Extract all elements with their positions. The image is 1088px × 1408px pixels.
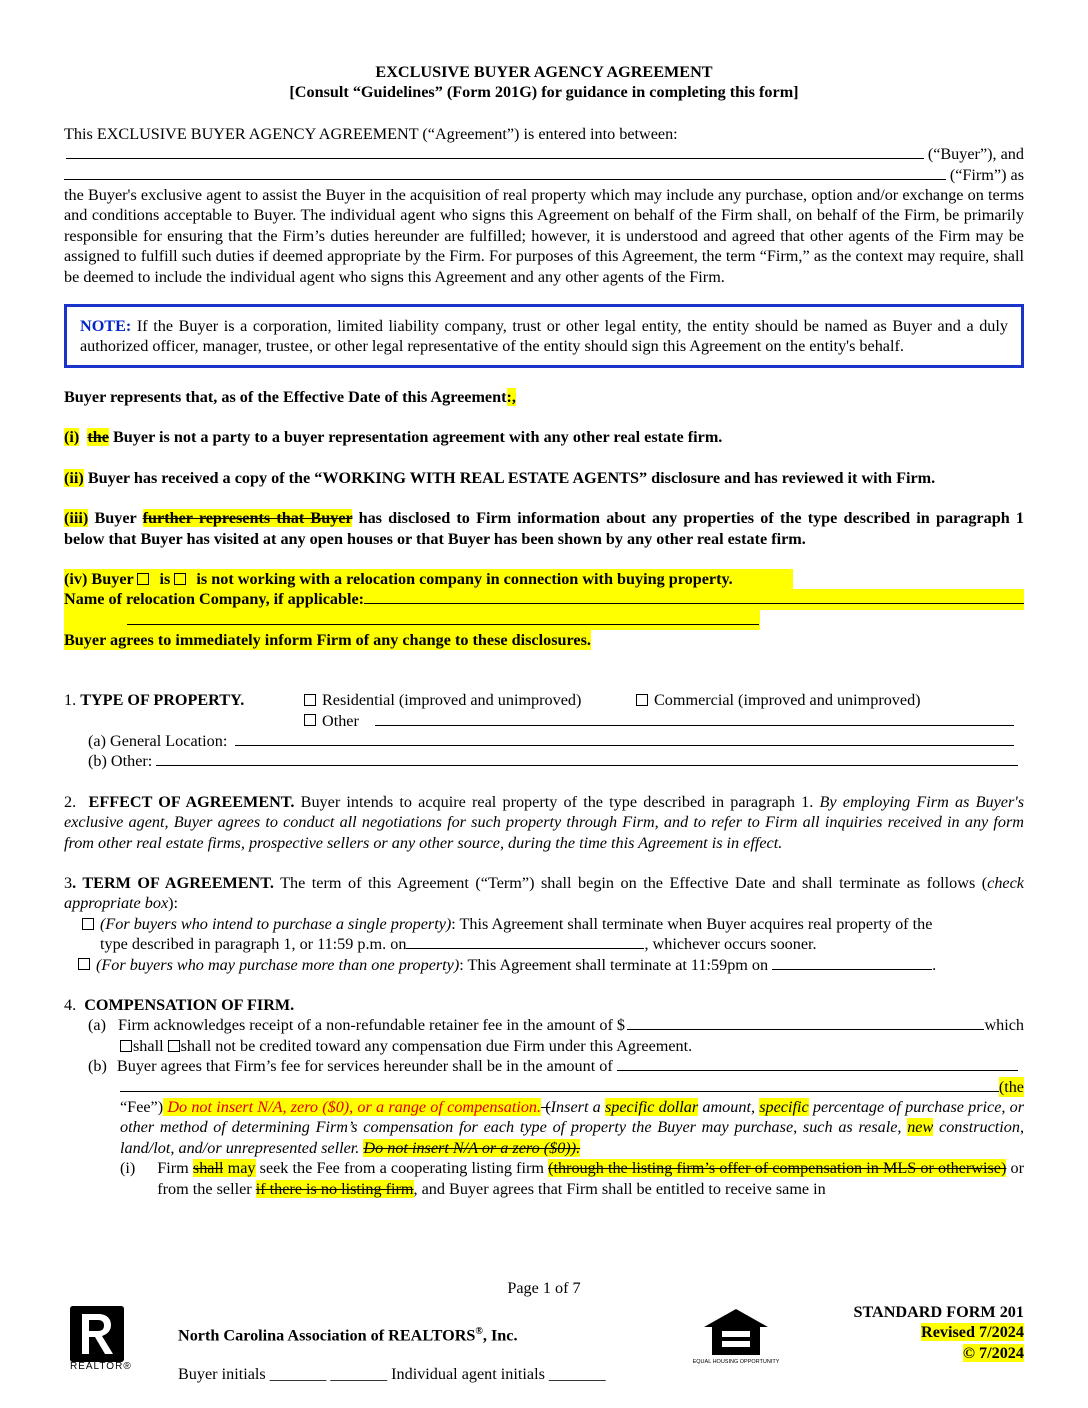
item-b-i-firm: Firm: [157, 1159, 193, 1178]
item-iv-text: is not working with a relocation company in connection with buying property.: [192, 569, 733, 588]
other-option-row: [64, 711, 1024, 731]
form-revised: Revised 7/2024: [921, 1323, 1024, 1342]
item-iii-text: has disclosed to Firm information about any properties of the type described in paragraph 1 below that Buyer has visited at any open houses or that Buyer has been shown by any other real estate firm.: [64, 509, 1024, 548]
fee-warning: Do not insert N/A, zero ($0), or a range of compensation.: [163, 1098, 542, 1117]
compensation-a: [64, 1015, 1024, 1035]
note-box: [64, 304, 1024, 368]
compensation-b: [64, 1056, 1024, 1076]
item-iii-pre: Buyer: [88, 509, 143, 528]
form-copyright: © 7/2024: [962, 1343, 1024, 1362]
firm-name-blank[interactable]: [64, 165, 946, 180]
represents-i: [64, 427, 1024, 447]
general-location-row: [64, 731, 1024, 751]
note-label: NOTE:: [80, 317, 132, 336]
item-i-number: (i): [64, 428, 80, 447]
compensation-b-label: (b): [88, 1057, 107, 1076]
other-location-blank[interactable]: [156, 751, 1018, 766]
item-b-i-label: (i): [120, 1159, 136, 1178]
item-b-i-end: , and Buyer agrees that Firm shall be entitled to receive same in: [413, 1179, 826, 1198]
form-number: STANDARD FORM 201: [853, 1303, 1024, 1321]
compensation-b-i: [64, 1158, 1024, 1199]
association-text: North Carolina Association of REALTORS: [178, 1326, 476, 1345]
residential-option[interactable]: [304, 690, 581, 710]
term-option-2: [64, 955, 1024, 975]
fee-tail: , and/or unrepresented seller.: [170, 1138, 364, 1157]
commercial-checkbox[interactable]: [636, 694, 648, 706]
section-3-title: . TERM OF AGREEMENT.: [72, 873, 274, 892]
section-3-text-end: ):: [168, 894, 179, 913]
section-3: [64, 873, 1024, 914]
section-2: [64, 792, 1024, 853]
realtor-wordmark: REALTOR: [70, 1361, 124, 1372]
relocation-row2: [64, 610, 760, 630]
item-i-strike: the: [87, 428, 109, 447]
compensation-a-line2: [64, 1036, 1024, 1056]
item-b-i-seek: seek the Fee from a cooperating listing firm: [255, 1159, 549, 1178]
association-inc: , Inc.: [482, 1326, 518, 1345]
fee-mid: construction, land/lot: [120, 1118, 1024, 1157]
other-location-row: [64, 751, 1024, 771]
term-option-1: [64, 914, 1024, 934]
commercial-option[interactable]: [636, 690, 921, 710]
item-b-i-shall: shall: [192, 1159, 224, 1178]
other-blank[interactable]: [375, 711, 1014, 726]
note-text: If the Buyer is a corporation, limited liability company, trust or other legal entity, the entity should be named as Buyer and a duly authorized officer, manager, trustee, or other legal representative of the entity should sign this Agreement on the entity's behalf.: [80, 317, 1008, 356]
firm-name-row: [64, 165, 1024, 185]
shall-not-label: shall not be credited toward any compensation due Firm under this Agreement.: [180, 1036, 693, 1055]
document-title: EXCLUSIVE BUYER AGENCY AGREEMENT: [375, 63, 713, 81]
section-1-title: TYPE OF PROPERTY.: [80, 691, 245, 710]
fee-specific: specific: [759, 1098, 809, 1117]
item-iv-lead: (iv) Buyer: [64, 569, 138, 588]
fee-insert: Insert a: [550, 1098, 605, 1117]
shall-checkbox[interactable]: [120, 1040, 132, 1052]
multi-property-date-blank[interactable]: [772, 955, 932, 970]
is-checkbox[interactable]: [137, 573, 149, 585]
section-4-number: 4.: [64, 996, 77, 1014]
single-property-tail: , whichever occurs sooner.: [644, 935, 817, 954]
section-4-heading: [64, 995, 1024, 1015]
relocation-blank[interactable]: [364, 589, 1024, 604]
section-3-check: check appropriate box: [64, 873, 1024, 913]
item-ii-text: Buyer has received a copy of the “WORKING WITH REAL ESTATE AGENTS” disclosure and has reviewed it with Firm.: [83, 468, 936, 487]
represents-ii: [64, 468, 1024, 488]
item-b-i-strike1: (through the listing firm’s offer of compensation in MLS or otherwise): [548, 1159, 1007, 1178]
section-2-italic: By employing Firm as Buyer's exclusive agent, Buyer agrees to conduct all negotiations for such property through Firm, and to refer to Firm all inquiries received in any form from other real estate firms, prospective sellers or any other source, during the time this Agreement is in effect.: [64, 792, 1024, 852]
term-option-1-line2: [64, 934, 1024, 954]
item-b-i-mid: or from the seller: [157, 1159, 1024, 1198]
shall-not-checkbox[interactable]: [168, 1040, 180, 1052]
represents-iv: [64, 569, 793, 589]
form-info: [853, 1302, 1024, 1363]
fee-blank-2[interactable]: [120, 1077, 999, 1092]
fee-strike-paren: (: [541, 1098, 551, 1117]
multi-property-checkbox[interactable]: [78, 958, 90, 970]
footer: [0, 1278, 1088, 1298]
page-number: Page 1 of 7: [507, 1279, 581, 1297]
item-ii-number: (ii): [64, 468, 84, 487]
residential-checkbox[interactable]: [304, 694, 316, 706]
buyer-name-blank[interactable]: [66, 144, 924, 159]
single-property-italic: (For buyers who intend to purchase a single property): [100, 914, 452, 933]
section-2-number: 2.: [64, 792, 77, 811]
buyer-suffix: (“Buyer”), and: [927, 145, 1024, 164]
fee-blank[interactable]: [617, 1056, 1018, 1071]
section-1-number: 1.: [64, 691, 77, 710]
intro-body: the Buyer's exclusive agent to assist the Buyer in the acquisition of real property which may include any purchase, option and/or exchange on terms and conditions acceptable to Buyer. The individual agent who signs this Agreement on behalf of the Firm shall, on behalf of the Firm, be primarily responsible for ensuring that the Firm’s duties hereunder are fulfilled; however, it is understood and agreed that other agents of the Firm may be assigned to fulfill such duties if deemed appropriate by the Firm. For purposes of this Agreement, the term “Firm,” as the context may require, shall be deemed to include the individual agent who signs this Agreement and any other agents of the Firm.: [64, 186, 1024, 286]
initials-line[interactable]: Buyer initials _______ _______ Individual agent initials _______: [178, 1365, 606, 1383]
item-iii-strike: further represents that Buyer: [142, 509, 353, 528]
section-3-text: The term of this Agreement (“Term”) shall begin on the Effective Date and shall terminate as follows (: [273, 873, 988, 892]
multi-property-italic: (For buyers who may purchase more than one property): [96, 955, 460, 974]
association-reg: ®: [475, 1326, 483, 1337]
relocation-blank-2[interactable]: [127, 610, 759, 625]
fee-rest: percentage of purchase price, or other method of determining Firm’s compensation for each type of property the Buyer may purchase, such as resale,: [120, 1098, 1025, 1137]
retainer-blank[interactable]: [627, 1015, 984, 1030]
fee-the: (the: [998, 1077, 1024, 1096]
other-location-label: (b) Other:: [88, 752, 153, 771]
item-iii-number: (iii): [64, 509, 89, 528]
single-property-checkbox[interactable]: [82, 918, 94, 930]
fee-amount: amount,: [698, 1098, 760, 1117]
realtor-logo-icon: [70, 1306, 124, 1362]
fee-word: “Fee”): [120, 1098, 164, 1117]
eho-caption: EQUAL HOUSING OPPORTUNITY: [692, 1359, 780, 1365]
represents-lead: [64, 387, 1024, 407]
residential-label: Residential (improved and unimproved): [322, 691, 582, 710]
represents-iii: [64, 508, 1024, 549]
compensation-a-label: (a): [88, 1016, 106, 1035]
relocation-row: [64, 589, 1024, 609]
association-name: [178, 1322, 518, 1346]
realtor-logo-label: REALTOR®: [70, 1361, 132, 1372]
general-location-blank[interactable]: [235, 731, 1014, 746]
represents-lead-punct: :,: [506, 387, 516, 406]
fee-specific-dollar: specific dollar: [604, 1098, 699, 1117]
fee-definition: [64, 1097, 1024, 1158]
general-location-label: (a) General Location:: [88, 731, 228, 750]
document-page: [64, 62, 1024, 1199]
is-not-checkbox[interactable]: [174, 573, 186, 585]
section-3-number: 3: [64, 873, 73, 892]
compensation-a-which: which: [984, 1016, 1024, 1035]
document-subtitle: [Consult “Guidelines” (Form 201G) for guidance in completing this form]: [289, 83, 799, 102]
compensation-a-text: Firm acknowledges receipt of a non-refundable retainer fee in the amount of $: [118, 1016, 626, 1035]
represents-lead-text: Buyer represents that, as of the Effective Date of this Agreement: [64, 387, 507, 406]
single-property-date-label: type described in paragraph 1, or 11:59 p.m. on: [100, 935, 407, 954]
section-1-row: [64, 690, 1024, 710]
firm-suffix: (“Firm”) as: [949, 165, 1024, 184]
buyer-name-row: [64, 144, 1024, 164]
intro-line: This EXCLUSIVE BUYER AGENCY AGREEMENT (“Agreement”) is entered into between:: [64, 124, 678, 143]
other-label: Other: [322, 711, 359, 730]
section-2-title: EFFECT OF AGREEMENT.: [88, 792, 295, 811]
commercial-label: Commercial (improved and unimproved): [654, 691, 921, 710]
relocation-label: Name of relocation Company, if applicable:: [64, 590, 365, 609]
inform-line: Buyer agrees to immediately inform Firm of any change to these disclosures.: [64, 630, 591, 649]
item-iv-is: is: [155, 569, 175, 588]
section-2-text: Buyer intends to acquire real property of the type described in paragraph 1.: [294, 792, 820, 811]
fee-strike: Do not insert N/A or a zero ($0)).: [363, 1138, 581, 1157]
section-4-title: COMPENSATION OF FIRM.: [84, 996, 295, 1014]
compensation-b-line2: [64, 1077, 1024, 1097]
multi-property-end: .: [932, 955, 937, 974]
single-property-date-blank[interactable]: [406, 934, 644, 949]
shall-label: shall: [133, 1036, 168, 1055]
fee-new: new: [907, 1118, 934, 1137]
equal-housing-icon: [692, 1307, 780, 1373]
item-b-i-text: [157, 1158, 1024, 1199]
other-checkbox[interactable]: [304, 714, 316, 726]
item-i-text: Buyer is not a party to a buyer representation agreement with any other real estate firm.: [108, 428, 723, 447]
item-b-i-may: may: [223, 1159, 256, 1178]
compensation-b-text: Buyer agrees that Firm’s fee for services hereunder shall be in the amount of: [116, 1057, 613, 1076]
item-b-i-strike2: if there is no listing firm: [255, 1179, 414, 1198]
multi-property-text: : This Agreement shall terminate at 11:59pm on: [459, 955, 769, 974]
single-property-text: : This Agreement shall terminate when Buyer acquires real property of the: [451, 914, 933, 933]
